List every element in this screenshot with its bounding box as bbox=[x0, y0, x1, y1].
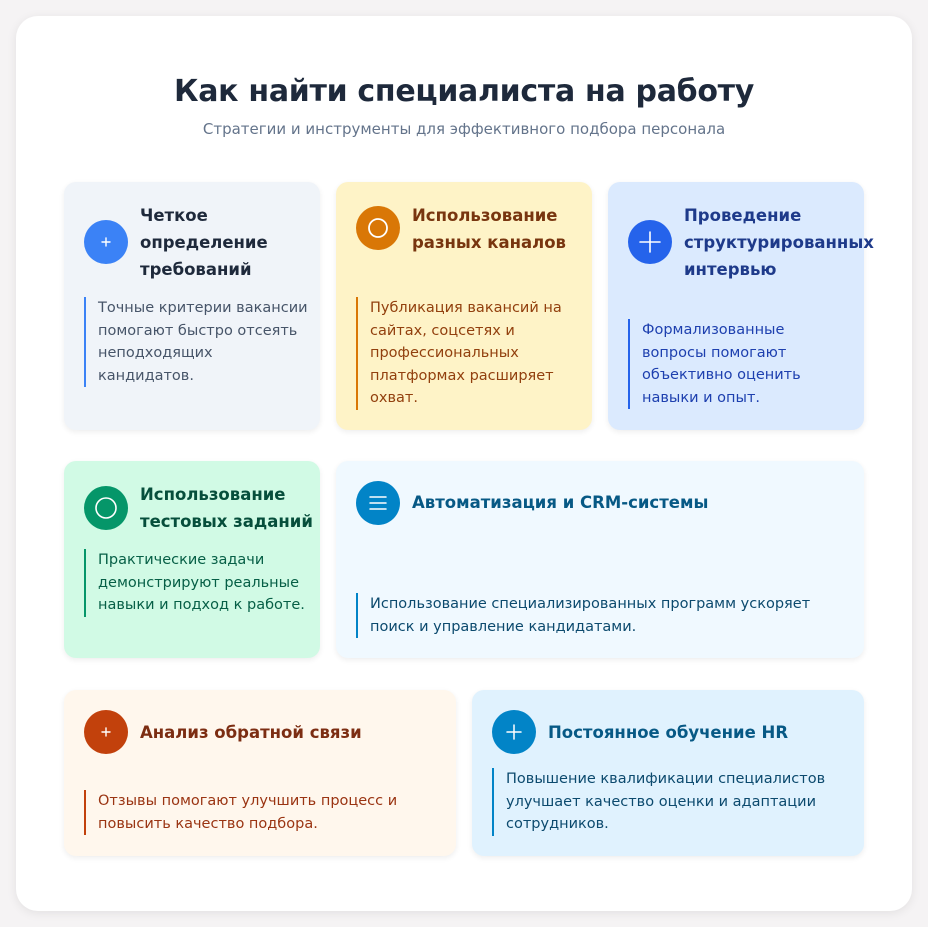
card-hr-training bbox=[472, 690, 864, 856]
card-automation bbox=[336, 461, 864, 658]
plus-icon bbox=[628, 220, 672, 264]
plus-icon bbox=[84, 220, 128, 264]
card-title: Использование тестовых заданий bbox=[140, 485, 313, 531]
card-description: Точные критерии вакансии помогают быстро отсеять неподходящих кандидатов. bbox=[84, 297, 309, 387]
plus-icon bbox=[84, 710, 128, 754]
card-description: Использование специализированных программ ускоряет поиск и управление кандидатами. bbox=[356, 593, 846, 638]
card-title: Постоянное обучение HR bbox=[548, 723, 789, 742]
card-description: Отзывы помогают улучшить процесс и повысить качество подбора. bbox=[84, 790, 424, 835]
circle-icon bbox=[356, 206, 400, 250]
card-interviews bbox=[608, 182, 874, 430]
card-description: Формализованные вопросы помогают объективно оценить навыки и опыт. bbox=[628, 319, 828, 409]
card-description: Практические задачи демонстрируют реальные навыки и подход к работе. bbox=[84, 549, 309, 617]
card-title: Проведение структурированных интервью bbox=[684, 206, 874, 279]
page-subtitle: Стратегии и инструменты для эффективного подбора персонала bbox=[202, 120, 726, 138]
plus-icon bbox=[492, 710, 536, 754]
card-feedback bbox=[64, 690, 456, 856]
card-requirements bbox=[64, 182, 320, 430]
card-title: Использование разных каналов bbox=[412, 206, 566, 252]
card-channels bbox=[336, 182, 592, 430]
card-title: Автоматизация и CRM-системы bbox=[412, 493, 709, 512]
card-title: Анализ обратной связи bbox=[140, 723, 362, 742]
card-tests bbox=[64, 461, 320, 658]
circle-icon bbox=[84, 486, 128, 530]
card-title: Четкое определение требований bbox=[140, 206, 268, 279]
menu-icon bbox=[356, 481, 400, 525]
card-description: Публикация вакансий на сайтах, соцсетях и профессиональных платформах расширяет охват. bbox=[356, 297, 581, 410]
page-title: Как найти специалиста на работу bbox=[174, 74, 754, 109]
card-description: Повышение квалификации специалистов улучшает качество оценки и адаптации сотрудников. bbox=[492, 768, 837, 836]
